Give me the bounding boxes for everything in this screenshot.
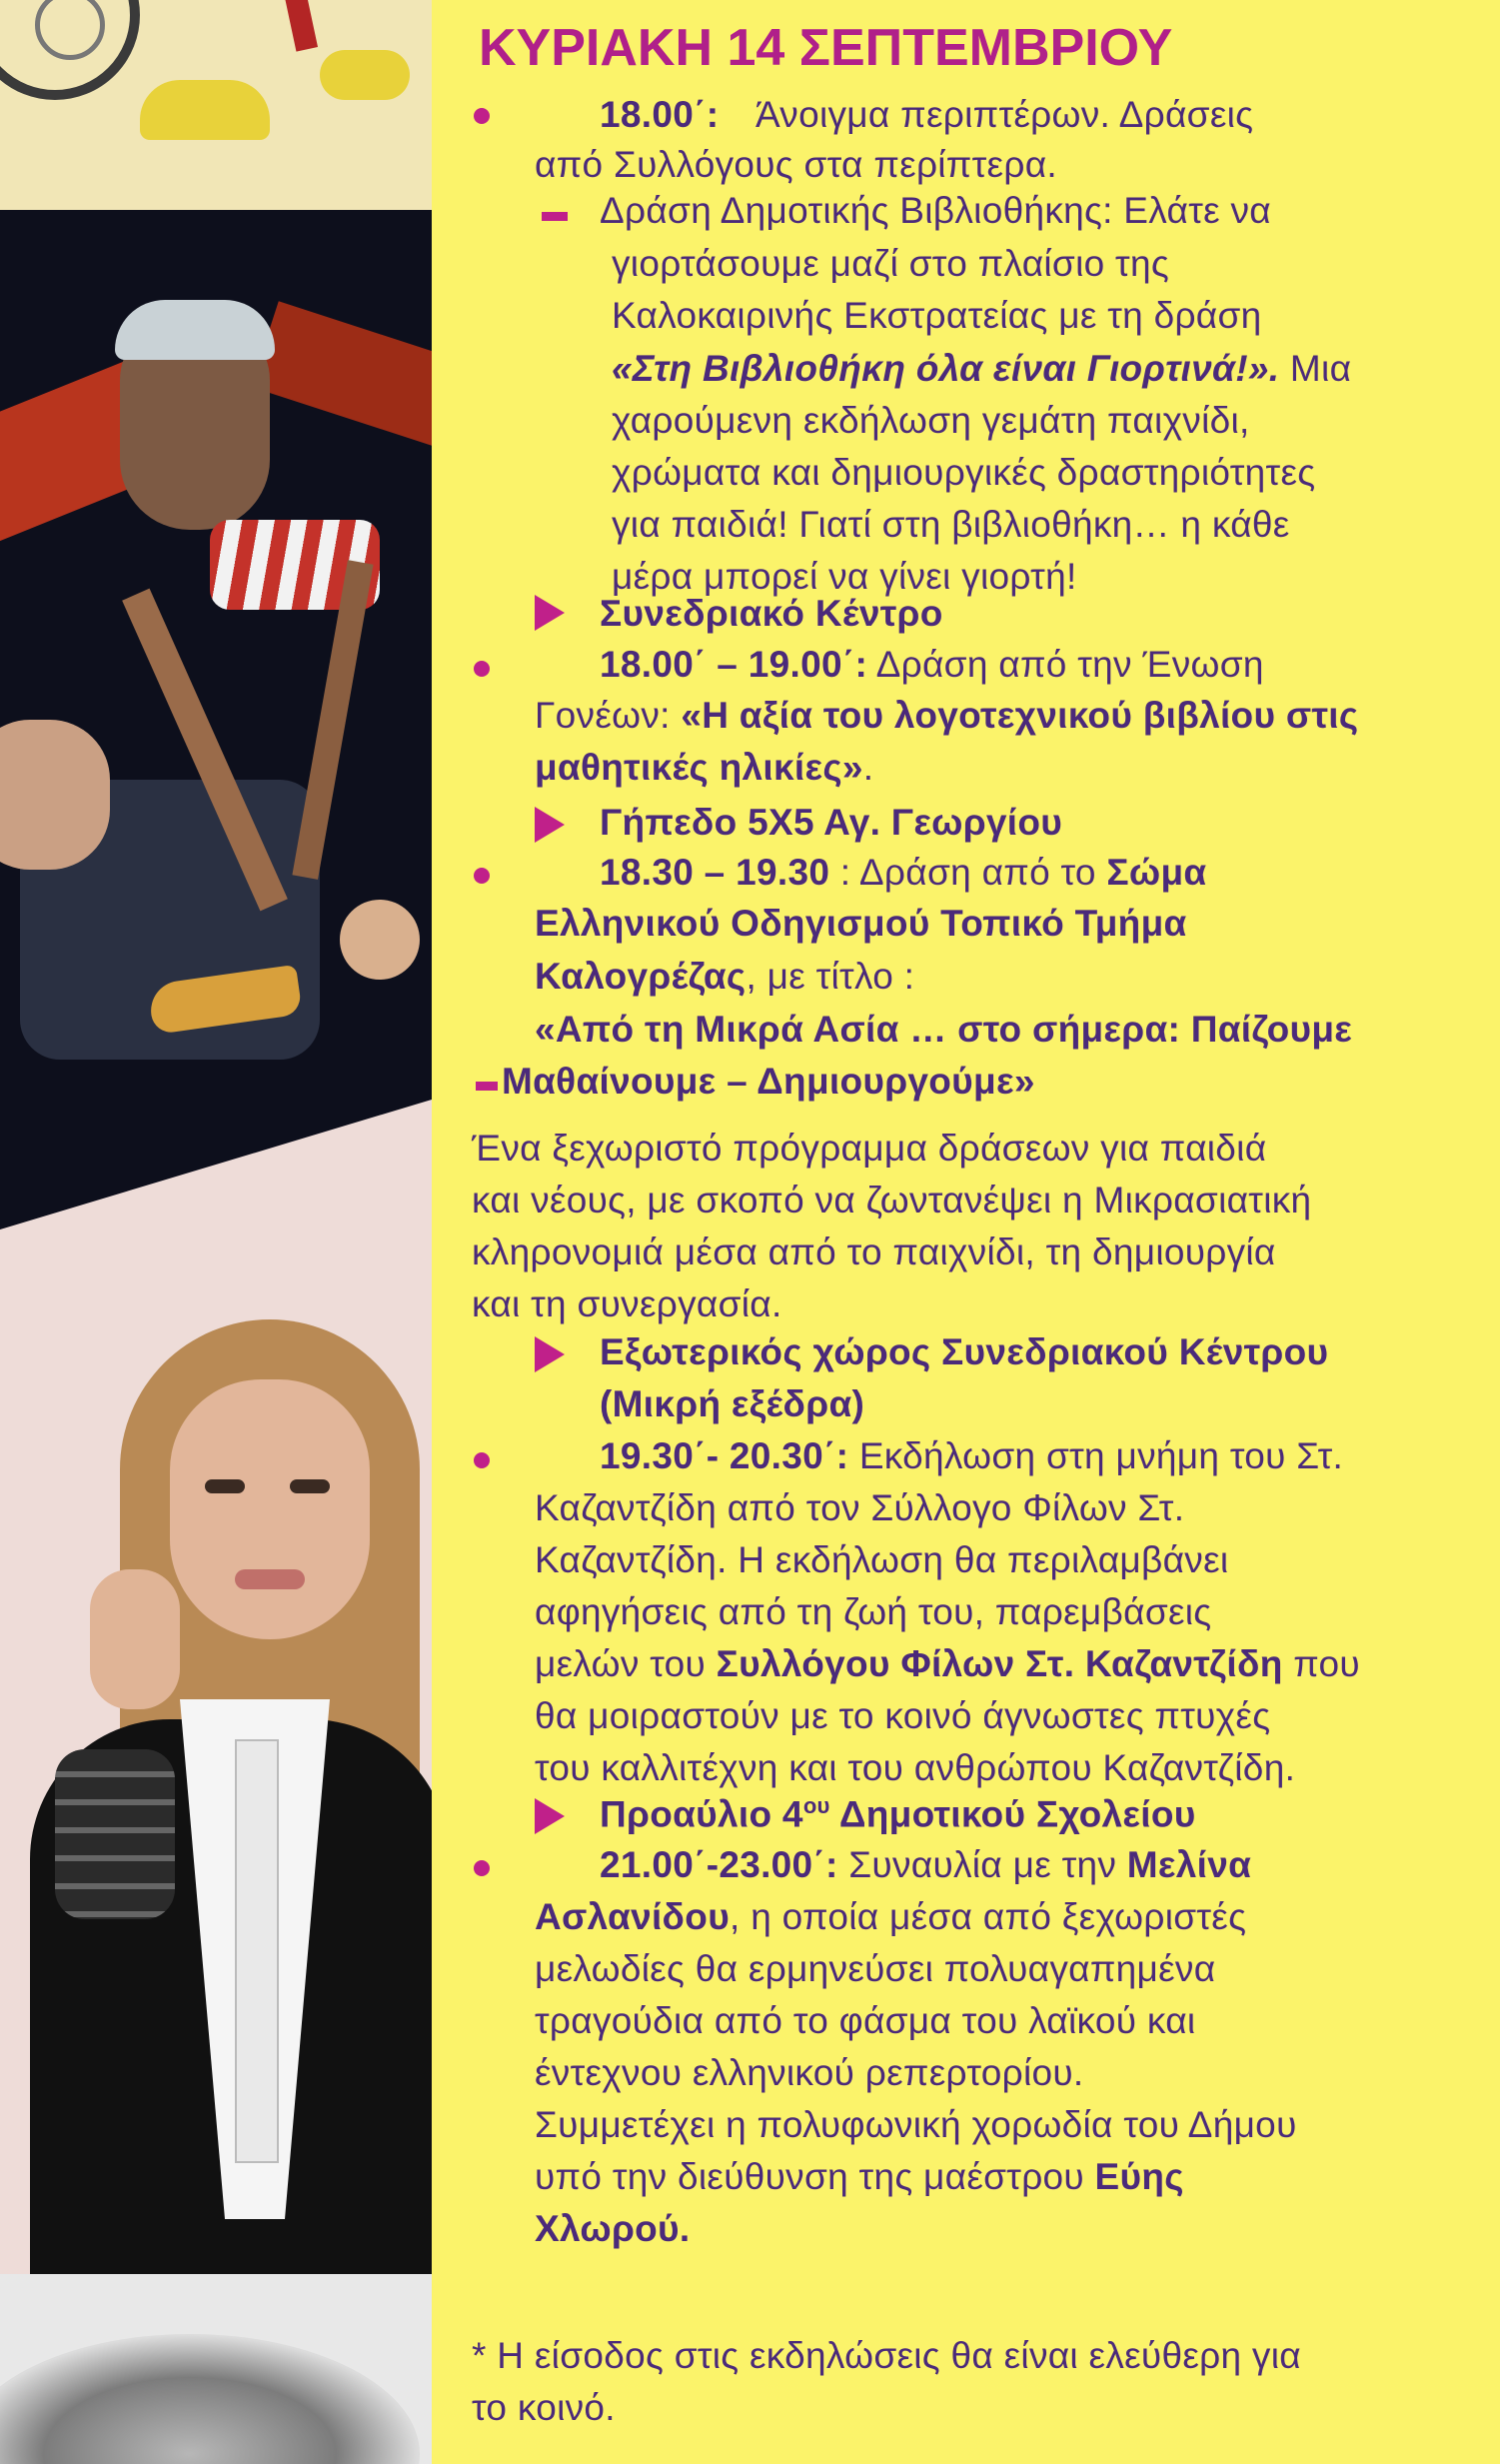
event-2-line-3: μαθητικές ηλικίες». bbox=[535, 747, 874, 788]
event-3-line-5: Μαθαίνουμε – Δημιουργούμε» bbox=[502, 1061, 1035, 1102]
event-1-line-2: από Συλλόγους στα περίπτερα. bbox=[535, 144, 1057, 185]
event-4-line-3: Καζαντζίδη. Η εκδήλωση θα περιλαμβάνει bbox=[535, 1539, 1229, 1580]
event-4-line-4: αφηγήσεις από τη ζωή του, παρεμβάσεις bbox=[535, 1591, 1212, 1632]
event-5-line-2: Ασλανίδου, η οποία μέσα από ξεχωριστές bbox=[535, 1896, 1247, 1937]
event-3-line-4: «Από τη Μικρά Ασία … στο σήμερα: Παίζουμε bbox=[535, 1009, 1353, 1050]
location-3-line-1: Εξωτερικός χώρος Συνεδριακού Κέντρου bbox=[600, 1331, 1329, 1372]
event-5-line-5: έντεχνου ελληνικού ρεπερτορίου. bbox=[535, 2052, 1084, 2093]
location-arrow-icon bbox=[535, 807, 565, 843]
library-line-1: Δράση Δημοτικής Βιβλιοθήκης: Ελάτε να bbox=[600, 190, 1271, 231]
event-5-line-1: 21.00΄-23.00΄: Συναυλία με την Μελίνα bbox=[600, 1844, 1252, 1885]
description-line-1: Ένα ξεχωριστό πρόγραμμα δράσεων για παιδιά bbox=[472, 1128, 1267, 1169]
description-line-2: και νέους, με σκοπό να ζωντανέψει η Μικρασιατική bbox=[472, 1180, 1312, 1221]
library-line-2: γιορτάσουμε μαζί στο πλαίσιο της bbox=[612, 243, 1169, 284]
event-3-line-3: Καλογρέζας, με τίτλο : bbox=[535, 956, 915, 997]
location-2: Γήπεδο 5Χ5 Αγ. Γεωργίου bbox=[600, 802, 1063, 843]
event-4-line-7: του καλλιτέχνη και του ανθρώπου Καζαντζίδη. bbox=[535, 1747, 1296, 1788]
bullet-icon bbox=[474, 868, 490, 884]
description-line-3: κληρονομιά μέσα από το παιχνίδι, τη δημιουργία bbox=[472, 1232, 1276, 1272]
event-4-line-6: θα μοιραστούν με το κοινό άγνωστες πτυχές bbox=[535, 1695, 1271, 1736]
page-title: ΚΥΡΙΑΚΗ 14 ΣΕΠΤΕΜΒΡΙΟΥ bbox=[479, 19, 1173, 77]
event-5-line-4: τραγούδια από το φάσμα του λαϊκού και bbox=[535, 2000, 1196, 2041]
photo-strip bbox=[0, 0, 432, 2464]
event-4-time: 19.30΄- 20.30΄: bbox=[600, 1435, 849, 1476]
event-4-line-2: Καζαντζίδη από τον Σύλλογο Φίλων Στ. bbox=[535, 1487, 1185, 1528]
library-title: «Στη Βιβλιοθήκη όλα είναι Γιορτινά!». bbox=[612, 348, 1280, 389]
library-line-8: μέρα μπορεί να γίνει γιορτή! bbox=[612, 556, 1077, 597]
library-line-6: χρώματα και δημιουργικές δραστηριότητες bbox=[612, 452, 1316, 493]
event-2-line-1: 18.00΄ – 19.00΄: Δράση από την Ένωση bbox=[600, 644, 1264, 685]
footnote-line-1: * Η είσοδος στις εκδηλώσεις θα είναι ελεύθερη για bbox=[472, 2335, 1301, 2376]
event-5-line-6: Συμμετέχει η πολυφωνική χορωδία του Δήμου bbox=[535, 2104, 1297, 2145]
location-1: Συνεδριακό Κέντρο bbox=[600, 593, 943, 634]
library-line-7: για παιδιά! Γιατί στη βιβλιοθήκη… η κάθε bbox=[612, 504, 1290, 545]
location-4: Προαύλιο $4^{o\upsilon}$ Δημοτικού Σχολείου bbox=[600, 1793, 1196, 1835]
library-line-4: «Στη Βιβλιοθήκη όλα είναι Γιορτινά!». Μια bbox=[612, 348, 1352, 389]
library-line-3: Καλοκαιρινής Εκστρατείας με τη δράση bbox=[612, 295, 1262, 336]
event-2-line-2: Γονέων: «Η αξία του λογοτεχνικού βιβλίου στις bbox=[535, 695, 1359, 736]
location-arrow-icon bbox=[535, 1798, 565, 1834]
library-line-5: χαρούμενη εκδήλωση γεμάτη παιχνίδι, bbox=[612, 400, 1250, 441]
event-5-line-3: μελωδίες θα ερμηνεύσει πολυαγαπημένα bbox=[535, 1948, 1216, 1989]
location-arrow-icon bbox=[535, 1336, 565, 1372]
event-1-line-1: 18.00΄: Άνοιγμα περιπτέρων. Δράσεις bbox=[600, 94, 1254, 135]
singer-photo bbox=[0, 1100, 432, 2274]
description-line-4: και τη συνεργασία. bbox=[472, 1283, 782, 1324]
bullet-icon bbox=[474, 1860, 490, 1876]
portrait-photo-partial bbox=[0, 2274, 432, 2464]
location-arrow-icon bbox=[535, 595, 565, 631]
dash-icon bbox=[476, 1082, 498, 1091]
event-3-time: 18.30 – 19.30 bbox=[600, 852, 830, 893]
bullet-icon bbox=[474, 108, 490, 124]
event-3-line-1: 18.30 – 19.30 : Δράση από το Σώμα bbox=[600, 852, 1207, 893]
event-4-line-5: μελών του Συλλόγου Φίλων Στ. Καζαντζίδη που bbox=[535, 1643, 1360, 1684]
event-4-line-1: 19.30΄- 20.30΄: Εκδήλωση στη μνήμη του Στ. bbox=[600, 1435, 1344, 1476]
location-3-line-2: (Μικρή εξέδρα) bbox=[600, 1383, 865, 1424]
event-5-line-7: υπό την διεύθυνση της μαέστρου Εύης bbox=[535, 2156, 1184, 2197]
bullet-icon bbox=[474, 661, 490, 677]
puppet-photo bbox=[0, 0, 432, 1234]
event-5-line-8: Χλωρού. bbox=[535, 2208, 691, 2249]
event-1-time: 18.00΄: bbox=[600, 94, 720, 135]
bullet-icon bbox=[474, 1452, 490, 1468]
event-5-time: 21.00΄-23.00΄: bbox=[600, 1844, 838, 1885]
event-2-time: 18.00΄ – 19.00΄: bbox=[600, 644, 868, 685]
footnote-line-2: το κοινό. bbox=[472, 2387, 616, 2428]
event-3-line-2: Ελληνικού Οδηγισμού Τοπικό Τμήμα bbox=[535, 903, 1187, 944]
dash-icon bbox=[542, 212, 568, 221]
schedule-column bbox=[432, 0, 1500, 2464]
